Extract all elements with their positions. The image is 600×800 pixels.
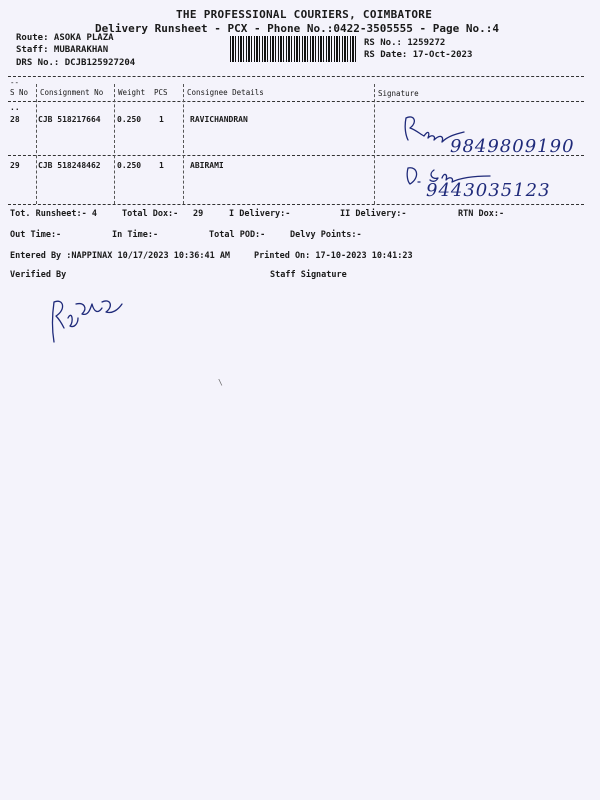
i-delivery: I Delivery:-	[229, 209, 291, 219]
stray-mark: \	[218, 378, 223, 387]
in-time: In Time:-	[112, 230, 159, 240]
row-28-consignee: RAVICHANDRAN	[190, 115, 248, 124]
rule-top	[8, 76, 584, 77]
col-weight: Weight	[118, 88, 146, 97]
col-consignee: Consignee Details	[187, 88, 264, 97]
row-29-sno: 29	[10, 161, 20, 170]
rs-number: RS No.: 1259272	[364, 38, 446, 48]
out-time: Out Time:-	[10, 230, 62, 240]
rs-date: RS Date: 17-Oct-2023	[364, 50, 473, 60]
phone-row-29: 9443035123	[426, 180, 551, 201]
col-consignment: Consignment No	[40, 88, 104, 97]
total-dox-value: 29	[193, 209, 204, 219]
col-signature: Signature	[378, 89, 419, 98]
total-dox-label: Total Dox:-	[122, 209, 179, 219]
staff-label: Staff: MUBARAKHAN	[16, 45, 109, 55]
rule-table-bottom	[8, 204, 584, 205]
row-28-consignment: CJB 518217664	[38, 115, 101, 124]
rtn-dox: RTN Dox:-	[458, 209, 505, 219]
row-29-pcs: 1	[159, 161, 164, 170]
staff-signature-label: Staff Signature	[270, 270, 347, 280]
row-29-consignee: ABIRAMI	[190, 161, 224, 170]
entered-by: Entered By :NAPPINAX 10/17/2023 10:36:41 AM	[10, 251, 231, 261]
row-28-sno: 28	[10, 115, 20, 124]
row-29-weight: 0.250	[117, 161, 142, 170]
route-label: Route: ASOKA PLAZA	[16, 33, 114, 43]
company-title: THE PROFESSIONAL COURIERS, COIMBATORE	[176, 8, 433, 21]
row-28-weight: 0.250	[117, 115, 142, 124]
barcode	[230, 36, 358, 62]
runsheet-subtitle: Delivery Runsheet - PCX - Phone No.:0422-3505555 - Page No.:4	[95, 22, 499, 35]
verified-by: Verified By	[10, 270, 67, 280]
row-28-pcs: 1	[159, 115, 164, 124]
ii-delivery: II Delivery:-	[340, 209, 407, 219]
col-pcs: PCS	[154, 88, 168, 97]
total-pod: Total POD:-	[209, 230, 266, 240]
verifier-signature	[44, 288, 134, 346]
row-29-consignment: CJB 518248462	[38, 161, 101, 170]
drs-number: DRS No.: DCJB125927204	[16, 58, 136, 68]
printed-on: Printed On: 17-10-2023 10:41:23	[254, 251, 413, 261]
rule-header-bottom	[8, 101, 584, 102]
delvy-points: Delvy Points:-	[290, 230, 362, 240]
col-sno: S No	[10, 88, 29, 97]
total-runsheet: Tot. Runsheet:- 4	[10, 209, 97, 219]
phone-row-28: 9849809190	[450, 136, 575, 157]
